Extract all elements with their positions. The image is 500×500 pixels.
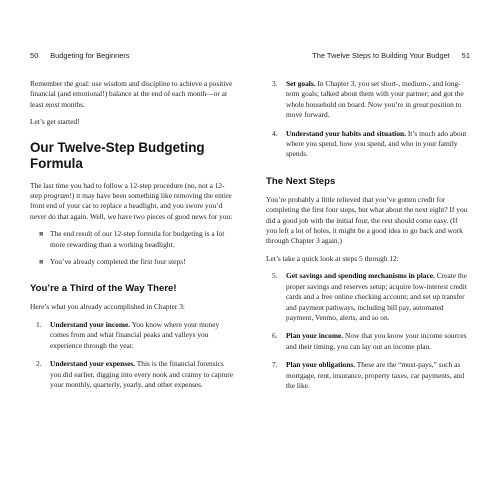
right-subheading: The Next Steps (266, 175, 336, 187)
step-emphasis: great (412, 99, 429, 109)
left-p3-emphasis: program (43, 191, 70, 201)
step-text: Create the proper savings and reserves setup; acquire low-interest credit cards and a free online checking account; and set up transfer and payment pathways, including bill pay, automated payment, Venmo, alerts, and so on. (286, 271, 467, 322)
step-number: 2. (36, 359, 42, 369)
step-title: Plan your income. (286, 331, 344, 341)
step-title: Understand your income. (50, 319, 131, 329)
list-item (39, 257, 234, 267)
left-p1-end: months. (59, 99, 85, 109)
step-number: 4. (272, 128, 278, 138)
right-running-title: The Twelve Steps to Building Your Budget (312, 51, 450, 60)
bullet-list (30, 229, 234, 267)
left-paragraph-3 (30, 181, 234, 223)
step-text: Now that you know your income sources and their timing, you can lay out an income plan. (286, 331, 467, 351)
left-p1-emphasis: most (45, 99, 60, 109)
left-p3-text-a: The last time you had to follow a 12-step procedure (no, not a 12-step (30, 180, 225, 201)
step-text: It’s much ado about where you spend, how you spend, and who in your family spends. (286, 128, 467, 159)
left-p1-text: Remember the goal: use wisdom and discipline to achieve a positive financial (and emotional!) balance at the end of each month—or at least (30, 79, 233, 109)
step-title: Understand your expenses. (50, 359, 136, 369)
step-text-end: position to move forward. (286, 99, 462, 120)
list-item (39, 229, 234, 250)
step-title: Plan your obligations. (286, 360, 356, 370)
list-item (272, 331, 470, 352)
step-number: 1. (36, 319, 42, 329)
list-item (36, 359, 234, 390)
right-step-list (266, 271, 470, 391)
left-body (30, 79, 234, 398)
right-page (252, 0, 500, 500)
left-paragraph-4: Here’s what you already accomplished in Chapter 3: (30, 302, 185, 312)
step-text: In Chapter 3, you set short-, medium-, and long-term goals; talked about them with your partner; and got the whole household on board. Now you’re in (286, 79, 464, 109)
bullet-icon: ■ (39, 257, 44, 267)
left-page (0, 0, 248, 500)
bullet-text: You’ve already completed the first four steps! (50, 257, 186, 267)
list-item (272, 271, 470, 323)
step-number: 6. (272, 331, 278, 341)
step-text: You know where your money comes from and what financial peaks and valleys you experience through the year. (50, 319, 220, 350)
left-running-title: Budgeting for Beginners (50, 51, 130, 60)
list-item (272, 360, 470, 391)
step-title: Set goals. (286, 79, 316, 88)
right-step-list-top (266, 79, 470, 160)
step-number: 3. (272, 79, 278, 88)
section-heading: Our Twelve-Step Budgeting Formula (30, 139, 205, 171)
right-paragraph-1: You’re probably a little relieved that you’ve gotten credit for completing the first four steps, but what about the next eight? If you did a good job with the initial four, the rest should come easy. (If you left a lot of holes, it might be a good idea to go back and work through Chapter 3 again.) (266, 194, 468, 246)
left-running-head (30, 49, 234, 63)
right-body (266, 79, 470, 399)
right-page-number: 51 (461, 51, 470, 60)
bullet-icon: ■ (39, 229, 44, 239)
right-paragraph-2: Let’s take a quick look at steps 5 through 12: (266, 253, 399, 263)
left-paragraph-1 (30, 79, 234, 110)
step-text: These are the “must-pays,” such as mortgage, rent, insurance, property taxes, car payments, and the like. (286, 360, 465, 390)
step-number: 5. (272, 271, 278, 281)
list-item (36, 319, 234, 351)
left-page-number: 50 (30, 51, 39, 60)
bullet-text: The end result of our 12-step formula for budgeting is a lot more rewarding than a working headlight. (50, 229, 225, 249)
step-text: This is the financial forensics you did earlier, digging into every nook and cranny to capture your monthly, quarterly, yearly, and other expenses. (50, 359, 233, 389)
left-step-list (30, 320, 234, 390)
right-running-head (266, 49, 470, 63)
list-item (272, 79, 470, 121)
step-title: Get savings and spending mechanisms in place. (286, 271, 435, 281)
left-subheading: You’re a Third of the Way There! (30, 283, 177, 295)
left-p3-text-b: !) it may have been something like removing the entire front end of your car to replace a headlight, and you swore you’d never do that again. Well, we have two pieces of good news for you: (30, 191, 233, 221)
step-title: Understand your habits and situation. (286, 128, 406, 138)
list-item (272, 128, 470, 160)
step-number: 7. (272, 360, 278, 370)
left-paragraph-2: Let’s get started! (30, 117, 80, 127)
